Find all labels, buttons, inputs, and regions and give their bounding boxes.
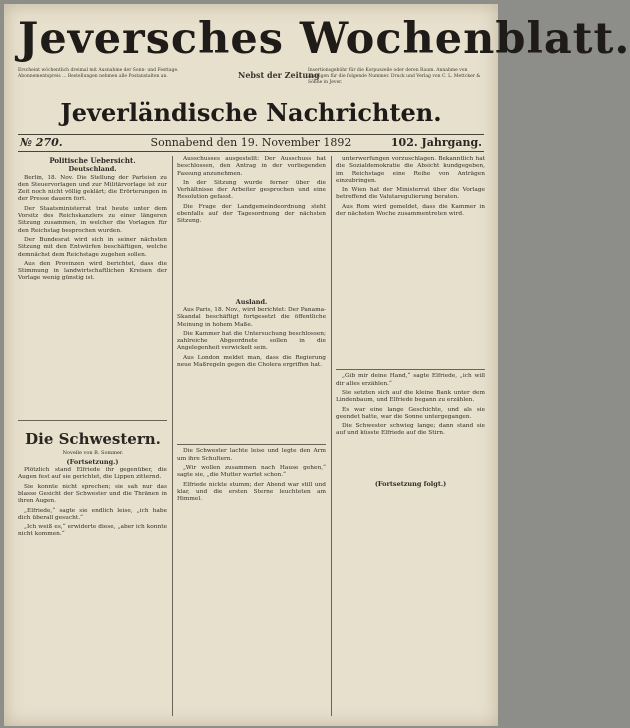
article-paragraph: Aus Rom wird gemeldet, dass die Kammer in der nächsten Woche zusammentreten wird. xyxy=(336,203,485,218)
article-paragraph: Aus Paris, 18. Nov., wird berichtet: Der Panama-Skandal beschäftigt fortgesetzt die öffentliche Meinung in hohem Maße. xyxy=(177,306,326,328)
column-2 xyxy=(177,156,326,716)
article-paragraph: In Wien hat der Ministerrat über die Vorlage betreffend die Valutaregulierung beraten. xyxy=(336,187,485,201)
subscription-note: Erscheint wöchentlich dreimal mit Ausnahme der Sonn- und Festtage. Abonnementspreis ... Bestellungen nehmen alle Postanstalten an. xyxy=(18,68,179,79)
issue-number: № 270. xyxy=(20,136,63,149)
section-subheading: Ausland. xyxy=(235,297,268,306)
insertion-note: Insertionsgebühr für die Korpuszeile oder deren Raum. Annahme von Anzeigen für die folgende Nummer. Druck und Verlag von C. L. Mettcker & Söhne in Jever. xyxy=(308,68,481,85)
article-paragraph: Ausschusses ausgestellt: Der Ausschuss hat beschlossen, den Antrag in der vorliegenden Fassung anzunehmen. xyxy=(177,156,326,177)
continuation-note: (Fortsetzung folgt.) xyxy=(374,479,447,488)
story-paragraph: „Elfriede,“ sagte sie endlich leise, „ich habe dich überall gesucht.“ xyxy=(18,507,167,521)
story-paragraph: „Wir wollen zusammen nach Hause gehen,“ sagte sie, „die Mutter wartet schon.“ xyxy=(177,464,326,479)
column-divider xyxy=(331,156,332,716)
article-paragraph: Die Frage der Landgemeindeordnung steht ebenfalls auf der Tagesordnung der nächsten Sitzung. xyxy=(177,203,326,225)
story-paragraph: Die Schwester schwieg lange; dann stand sie auf und küsste Elfriede auf die Stirn. xyxy=(336,423,485,437)
story-title: Die Schwestern. xyxy=(25,430,161,448)
story-paragraph: Es war eine lange Geschichte, und als sie geendet hatte, war die Sonne untergegangen. xyxy=(336,406,485,420)
section-subheading: Deutschland. xyxy=(68,165,117,174)
story-paragraph: Elfriede nickte stumm; der Abend war still und klar, und die ersten Sterne leuchteten am Himmel. xyxy=(177,481,326,503)
story-byline: Novelle von B. Sommer. xyxy=(62,450,124,456)
masthead-title: Jeversches Wochenblatt. xyxy=(18,14,630,64)
column-divider xyxy=(172,156,173,716)
article-paragraph: Der Staatsministerrat trat heute unter dem Vorsitz des Reichskanzlers zu einer längeren Sitzung zusammen, in welcher die Vorlagen für den Reichstag besprochen wurden. xyxy=(18,205,167,234)
dateline xyxy=(18,134,484,152)
issue-date: Sonnabend den 19. November 1892 xyxy=(150,136,352,149)
issue-year: 102. Jahrgang. xyxy=(390,136,482,149)
story-paragraph: Die Schwester lachte leise und legte den Arm um ihre Schultern. xyxy=(177,448,326,462)
article-paragraph: In der Sitzung wurde ferner über die Verhältnisse der Arbeiter gesprochen und eine Resolution gefasst. xyxy=(177,179,326,201)
story-paragraph: Sie setzten sich auf die kleine Bank unter dem Lindenbaum, und Elfriede begann zu erzählen. xyxy=(336,389,485,404)
newspaper-page xyxy=(4,4,630,726)
article-paragraph: Der Bundesrat wird sich in seiner nächsten Sitzung mit den Entwürfen beschäftigen, welche demnächst dem Reichstage zugehen sollen. xyxy=(18,236,167,258)
article-paragraph: unterwerfungen vorzuschlagen. Bekanntlich hat die Sozialdemokratie die Absicht kundgegeben, im Reichstage eine Reihe von Anträgen einzubringen. xyxy=(336,156,485,184)
article-paragraph: Berlin, 18. Nov. Die Stellung der Parteien zu den Steuervorlagen und zur Militärvorlage ist zur Zeit noch nicht völlig geklärt; die Erörterungen in der Presse dauern fort. xyxy=(18,174,167,203)
story-note: (Fortsetzung.) xyxy=(66,457,119,466)
masthead-subtitle: Jeverländische Nachrichten. xyxy=(60,98,442,127)
story-paragraph: Sie konnte nicht sprechen; sie sah nur das blasse Gesicht der Schwester und die Thränen in ihren Augen. xyxy=(18,483,167,505)
story-paragraph: „Gib mir deine Hand,“ sagte Elfriede, „ich will dir alles erzählen.“ xyxy=(336,373,485,387)
section-heading: Politische Uebersicht. xyxy=(49,156,136,165)
supplement-note: Nebst der Zeitung xyxy=(238,70,320,80)
column-3 xyxy=(336,156,485,716)
article-paragraph: Die Kammer hat die Untersuchung beschlossen; zahlreiche Abgeordnete sollen in die Angelegenheit verwickelt sein. xyxy=(177,330,326,352)
story-paragraph: Plötzlich stand Elfriede ihr gegenüber, die Augen fest auf sie gerichtet, die Lippen zitternd. xyxy=(18,467,167,481)
article-paragraph: Aus London meldet man, dass die Regierung neue Maßregeln gegen die Cholera ergriffen hat. xyxy=(177,354,326,369)
story-paragraph: „Ich weiß es,“ erwiderte diese, „aber ich konnte nicht kommen.“ xyxy=(18,524,167,538)
article-paragraph: Aus den Provinzen wird berichtet, dass die Stimmung in landwirtschaftlichen Kreisen der Vorlage wenig günstig ist. xyxy=(18,260,167,282)
